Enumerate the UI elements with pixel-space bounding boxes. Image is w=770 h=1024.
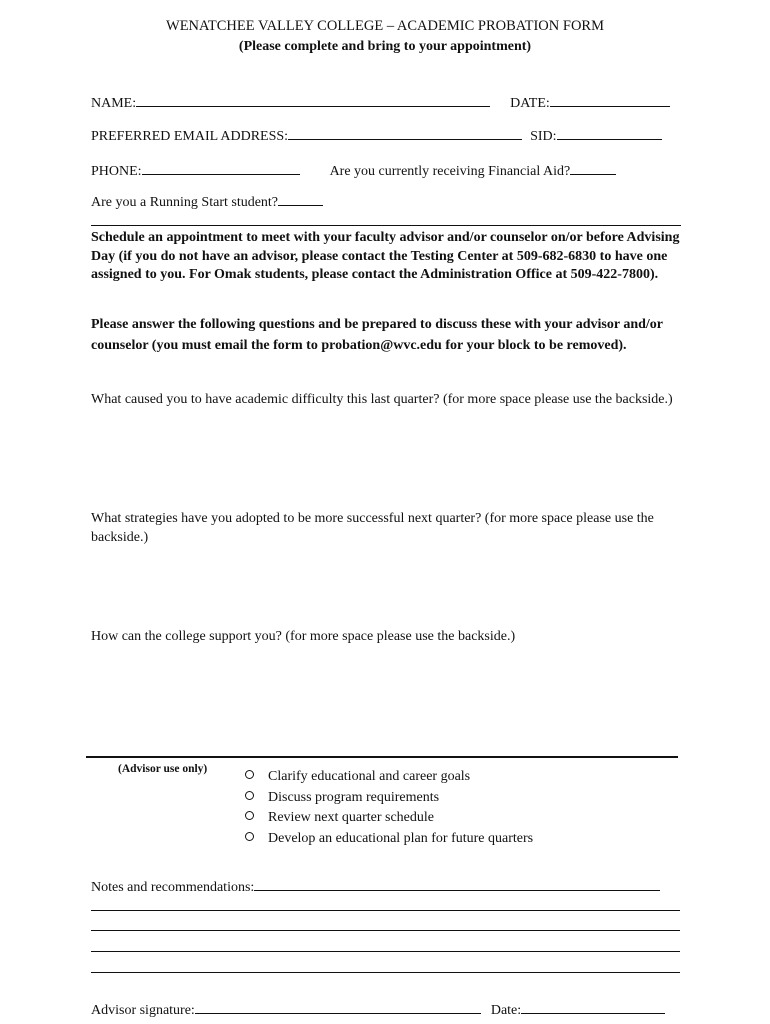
financial-aid-label: Are you currently receiving Financial Aid? — [329, 164, 571, 179]
notes-line[interactable] — [91, 972, 680, 973]
notes-line[interactable] — [91, 910, 680, 911]
advisor-section-divider — [86, 756, 678, 758]
phone-aid-row — [91, 160, 616, 180]
advisor-checklist — [245, 769, 533, 852]
checklist-item-label: Clarify educational and career goals — [268, 769, 471, 784]
name-date-row — [91, 92, 670, 112]
circle-bullet-icon — [245, 791, 254, 800]
checklist-item[interactable] — [245, 831, 533, 852]
email-field[interactable] — [288, 125, 522, 140]
signature-row — [91, 999, 665, 1019]
signature-date-field[interactable] — [521, 999, 665, 1014]
running-start-field[interactable] — [278, 191, 323, 206]
form-title: WENATCHEE VALLEY COLLEGE – ACADEMIC PROBATION FORM — [166, 18, 604, 34]
question-college-support: How can the college support you? (for more space please use the backside.) — [91, 629, 516, 644]
form-subtitle: (Please complete and bring to your appointment) — [238, 39, 532, 54]
circle-bullet-icon — [245, 832, 254, 841]
circle-bullet-icon — [245, 770, 254, 779]
phone-field[interactable] — [142, 160, 300, 175]
checklist-item[interactable] — [245, 810, 533, 831]
signature-date-label: Date: — [490, 1003, 522, 1018]
circle-bullet-icon — [245, 811, 254, 820]
question-academic-difficulty: What caused you to have academic difficulty this last quarter? (for more space please use the backside.) — [91, 392, 673, 407]
answer-instructions: Please answer the following questions and be prepared to discuss these with your advisor and/or counselor (you must email the form to probation@wvc.edu for your block to be removed). — [91, 317, 663, 353]
checklist-item-label: Review next quarter schedule — [268, 810, 434, 826]
checklist-item-label: Discuss program requirements — [268, 789, 440, 805]
section-divider — [91, 225, 681, 226]
notes-row — [91, 876, 660, 896]
name-label: NAME: — [91, 96, 137, 111]
schedule-instructions: Schedule an appointment to meet with your faculty advisor and/or counselor on/or before Advising Day (if you do not have an advisor, please contact the Testing Center at 509-682-6830 to have one assigned to you. For Omak students, please contact the Administration Office at 509-422-7800). — [91, 230, 680, 282]
date-label: DATE: — [510, 96, 550, 111]
checklist-item[interactable] — [245, 790, 533, 811]
sid-label: SID: — [530, 129, 557, 144]
phone-label: PHONE: — [91, 164, 142, 179]
checklist-item[interactable] — [245, 769, 533, 790]
name-field[interactable] — [136, 92, 490, 107]
email-label: PREFERRED EMAIL ADDRESS: — [91, 129, 289, 144]
notes-line[interactable] — [91, 951, 680, 952]
date-field[interactable] — [550, 92, 670, 107]
question-strategies: What strategies have you adopted to be more successful next quarter? (for more space please use the backside.) — [91, 511, 654, 545]
advisor-use-only-label: (Advisor use only) — [118, 763, 208, 775]
checklist-item-label: Develop an educational plan for future quarters — [268, 831, 534, 847]
signature-label: Advisor signature: — [91, 1003, 195, 1018]
running-start-label: Are you a Running Start student? — [91, 195, 279, 210]
sid-field[interactable] — [557, 125, 662, 140]
email-sid-row — [91, 125, 662, 145]
notes-line[interactable] — [91, 930, 680, 931]
notes-field[interactable] — [254, 876, 660, 891]
financial-aid-field[interactable] — [570, 160, 616, 175]
running-start-row — [91, 191, 323, 211]
signature-field[interactable] — [195, 999, 481, 1014]
notes-label: Notes and recommendations: — [91, 880, 255, 895]
